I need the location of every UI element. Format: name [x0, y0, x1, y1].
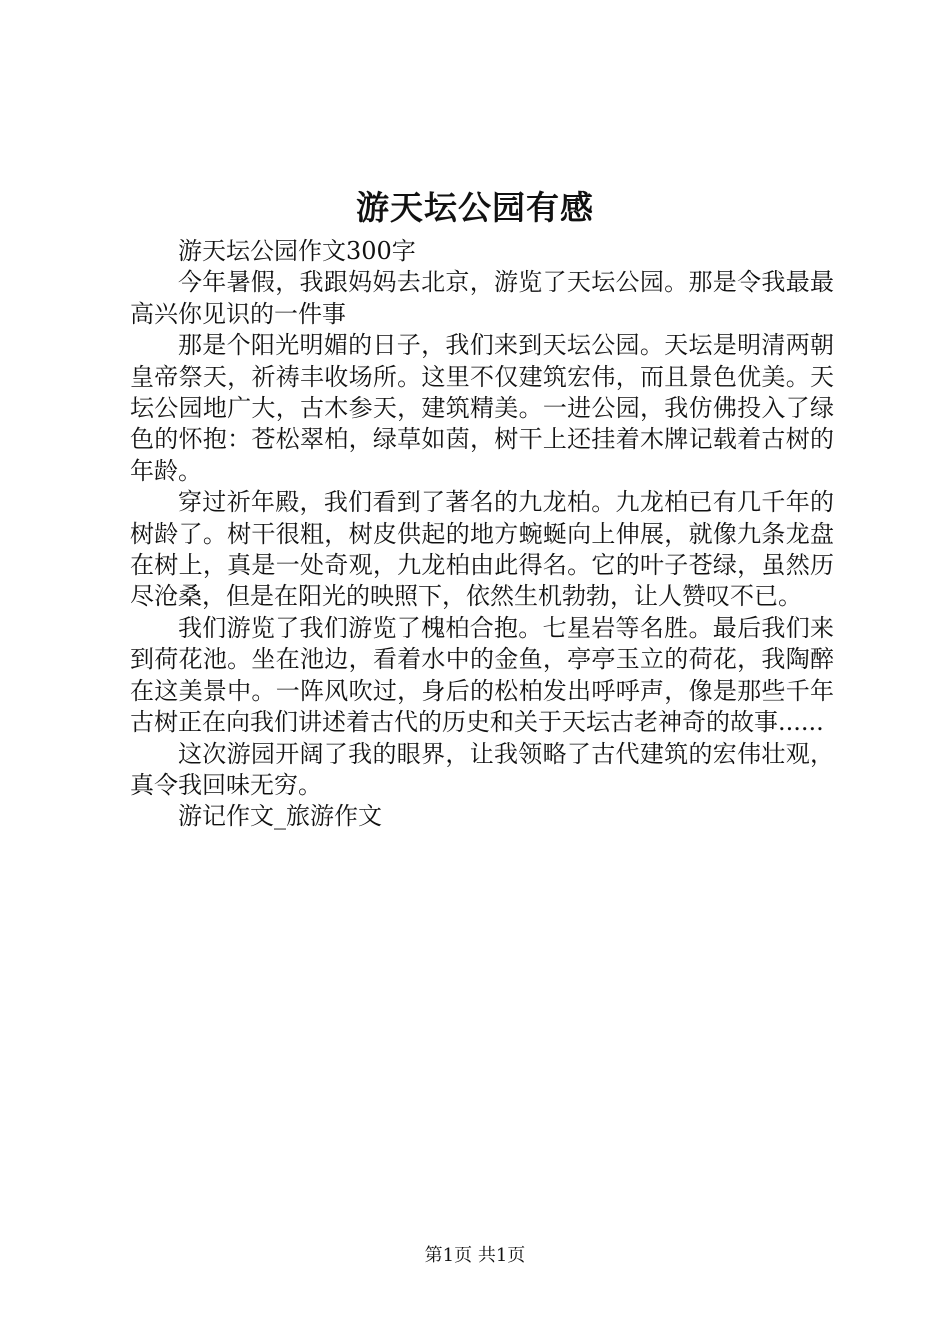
paragraph-subtitle: 游天坛公园作文300字 [178, 237, 416, 265]
paragraph-intro: 今年暑假，我跟妈妈去北京，游览了天坛公园。那是令我最最高兴你见识的一件事 [130, 268, 834, 328]
paragraph-lotus-pond: 我们游览了我们游览了槐柏合抱。七星岩等名胜。最后我们来到荷花池。坐在池边，看着水中的金鱼，亭亭玉立的荷花，我陶醉在这美景中。一阵风吹过，身后的松柏发出呼呼声，像是那些千年古树正在向我们讲述着古代的历史和关于天坛古老神奇的故事...... [130, 613, 834, 737]
paragraph-nine-dragon-cypress: 穿过祈年殿，我们看到了著名的九龙柏。九龙柏已有几千年的树龄了。树干很粗，树皮供起的地方蜿蜒向上伸展，就像九条龙盘在树上，真是一处奇观，九龙柏由此得名。它的叶子苍绿，虽然历尽沧桑，但是在阳光的映照下，依然生机勃勃，让人赞叹不已。 [130, 488, 834, 611]
paragraph-category: 游记作文_旅游作文 [178, 802, 382, 831]
paragraph-park-description: 那是个阳光明媚的日子，我们来到天坛公园。天坛是明清两朝皇帝祭天，祈祷丰收场所。这里不仅建筑宏伟，而且景色优美。天坛公园地广大，古木参天，建筑精美。一进公园，我仿佛投入了绿色的怀抱：苍松翠柏，绿草如茵，树干上还挂着木牌记载着古树的年龄。 [130, 331, 834, 485]
document-title: 游天坛公园有感 [356, 188, 594, 227]
page-footer: 第1页 共1页 [424, 1245, 526, 1266]
paragraph-conclusion: 这次游园开阔了我的眼界，让我领略了古代建筑的宏伟壮观，真令我回味无穷。 [130, 739, 834, 799]
document-body [130, 236, 834, 833]
